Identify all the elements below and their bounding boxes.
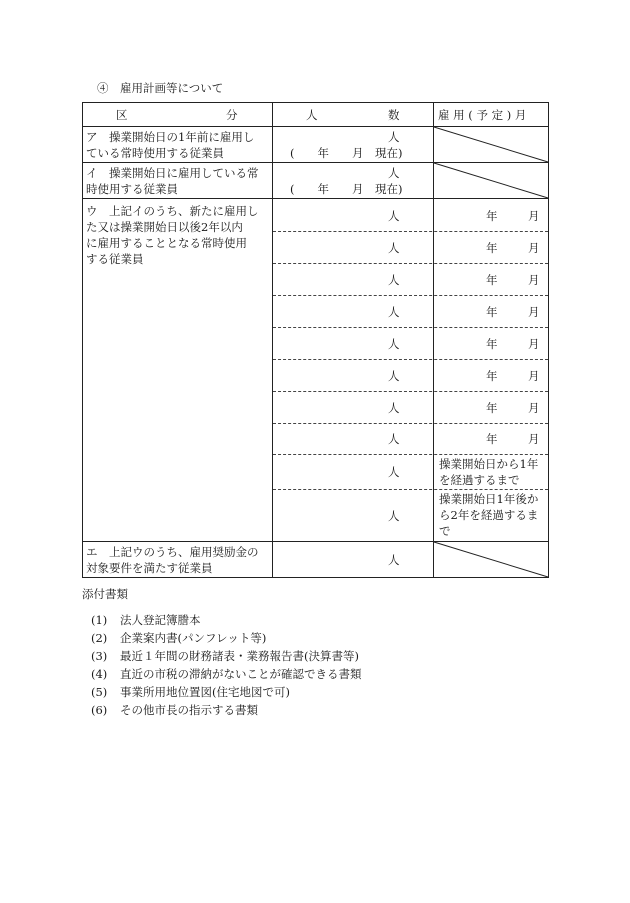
subrow-7-month: 月 xyxy=(528,401,540,415)
row-divider-i xyxy=(82,198,549,199)
header-month: 雇 用 ( 予 定 ) 月 xyxy=(438,108,527,122)
table-right-border xyxy=(548,102,549,578)
subrow-6-year: 年 xyxy=(486,369,498,383)
attachment-text: 最近１年間の財務諸表・業務報告書(決算書等) xyxy=(120,649,359,663)
subrow-5-year: 年 xyxy=(486,337,498,351)
subrow-3-unit: 人 xyxy=(388,273,400,287)
subrow-7-unit: 人 xyxy=(388,401,400,415)
subrow-1-year: 年 xyxy=(486,209,498,223)
attachment-text: 企業案内書(パンフレット等) xyxy=(120,631,267,645)
row-e-label-line1: エ 上記ウのうち、雇用奨励金の xyxy=(86,545,259,559)
subrow-8-unit: 人 xyxy=(388,432,400,446)
attachment-text: その他市長の指示する書類 xyxy=(120,703,258,717)
subrow-divider xyxy=(273,231,548,232)
row-i-label-line2: 時使用する従業員 xyxy=(86,182,178,196)
attachment-text: 事業所用地位置図(住宅地図で可) xyxy=(120,685,290,699)
attachment-text: 直近の市税の滞納がないことが確認できる書類 xyxy=(120,667,362,681)
table-bottom-border xyxy=(82,577,549,578)
subrow-10-period-line2: ら2年を経過するま xyxy=(439,508,539,522)
row-i-label-line1: イ 操業開始日に雇用している常 xyxy=(86,166,259,180)
subrow-5-month: 月 xyxy=(528,337,540,351)
table-top-border xyxy=(82,102,549,103)
subrow-divider xyxy=(273,423,548,424)
table-left-border xyxy=(82,102,83,578)
attachment-num: (6) xyxy=(91,703,108,717)
diagonal-strike-e xyxy=(434,542,548,577)
subrow-3-year: 年 xyxy=(486,273,498,287)
subrow-6-unit: 人 xyxy=(388,369,400,383)
subrow-9-period-line1: 操業開始日から1年 xyxy=(439,457,539,471)
header-people-2: 数 xyxy=(388,108,400,122)
diagonal-strike-i xyxy=(434,163,548,198)
subrow-1-month: 月 xyxy=(528,209,540,223)
header-category-1: 区 xyxy=(116,108,128,122)
subrow-5-unit: 人 xyxy=(388,337,400,351)
subrow-2-unit: 人 xyxy=(388,241,400,255)
subrow-2-year: 年 xyxy=(486,241,498,255)
attachment-num: (4) xyxy=(91,667,108,681)
row-a-date-note: ( 年 月 現在) xyxy=(290,146,403,160)
row-a-label-line1: ア 操業開始日の1年前に雇用し xyxy=(86,130,255,144)
subrow-divider xyxy=(273,391,548,392)
subrow-9-unit: 人 xyxy=(388,465,400,479)
subrow-1-unit: 人 xyxy=(388,209,400,223)
row-i-date-note: ( 年 月 現在) xyxy=(290,182,403,196)
subrow-2-month: 月 xyxy=(528,241,540,255)
subrow-10-period-line3: で xyxy=(439,524,451,538)
attachment-text: 法人登記簿謄本 xyxy=(120,613,201,627)
employment-plan-table xyxy=(82,102,549,578)
subrow-divider xyxy=(273,454,548,455)
subrow-4-unit: 人 xyxy=(388,305,400,319)
section-title: ④ 雇用計画等について xyxy=(97,81,224,95)
diagonal-strike-a xyxy=(434,127,548,162)
attachment-num: (1) xyxy=(91,613,108,627)
row-a-label-line2: ている常時使用する従業員 xyxy=(86,146,224,160)
subrow-7-year: 年 xyxy=(486,401,498,415)
subrow-8-month: 月 xyxy=(528,432,540,446)
subrow-6-month: 月 xyxy=(528,369,540,383)
subrow-divider xyxy=(273,359,548,360)
header-people-1: 人 xyxy=(306,108,318,122)
attachment-num: (3) xyxy=(91,649,108,663)
subrow-divider xyxy=(273,295,548,296)
subrow-8-year: 年 xyxy=(486,432,498,446)
attachments-title: 添付書類 xyxy=(82,587,128,601)
subrow-4-month: 月 xyxy=(528,305,540,319)
row-u-label-line1: ウ 上記イのうち、新たに雇用し xyxy=(86,204,259,218)
row-u-label-line2: た又は操業開始日以後2年以内 xyxy=(86,220,243,234)
row-u-label-line3: に雇用することとなる常時使用 xyxy=(86,236,247,250)
row-e-unit: 人 xyxy=(388,553,400,567)
subrow-10-unit: 人 xyxy=(388,509,400,523)
row-i-unit: 人 xyxy=(388,166,400,180)
subrow-10-period-line1: 操業開始日1年後か xyxy=(439,492,539,506)
subrow-divider xyxy=(273,327,548,328)
subrow-divider xyxy=(273,263,548,264)
attachment-num: (5) xyxy=(91,685,108,699)
header-category-2: 分 xyxy=(226,108,238,122)
row-u-label-line4: する従業員 xyxy=(86,252,144,266)
column-divider-1 xyxy=(272,102,273,578)
row-e-label-line2: 対象要件を満たす従業員 xyxy=(86,561,213,575)
attachment-num: (2) xyxy=(91,631,108,645)
subrow-3-month: 月 xyxy=(528,273,540,287)
row-a-unit: 人 xyxy=(388,130,400,144)
subrow-divider xyxy=(273,489,548,490)
subrow-9-period-line2: を経過するまで xyxy=(439,473,520,487)
subrow-4-year: 年 xyxy=(486,305,498,319)
